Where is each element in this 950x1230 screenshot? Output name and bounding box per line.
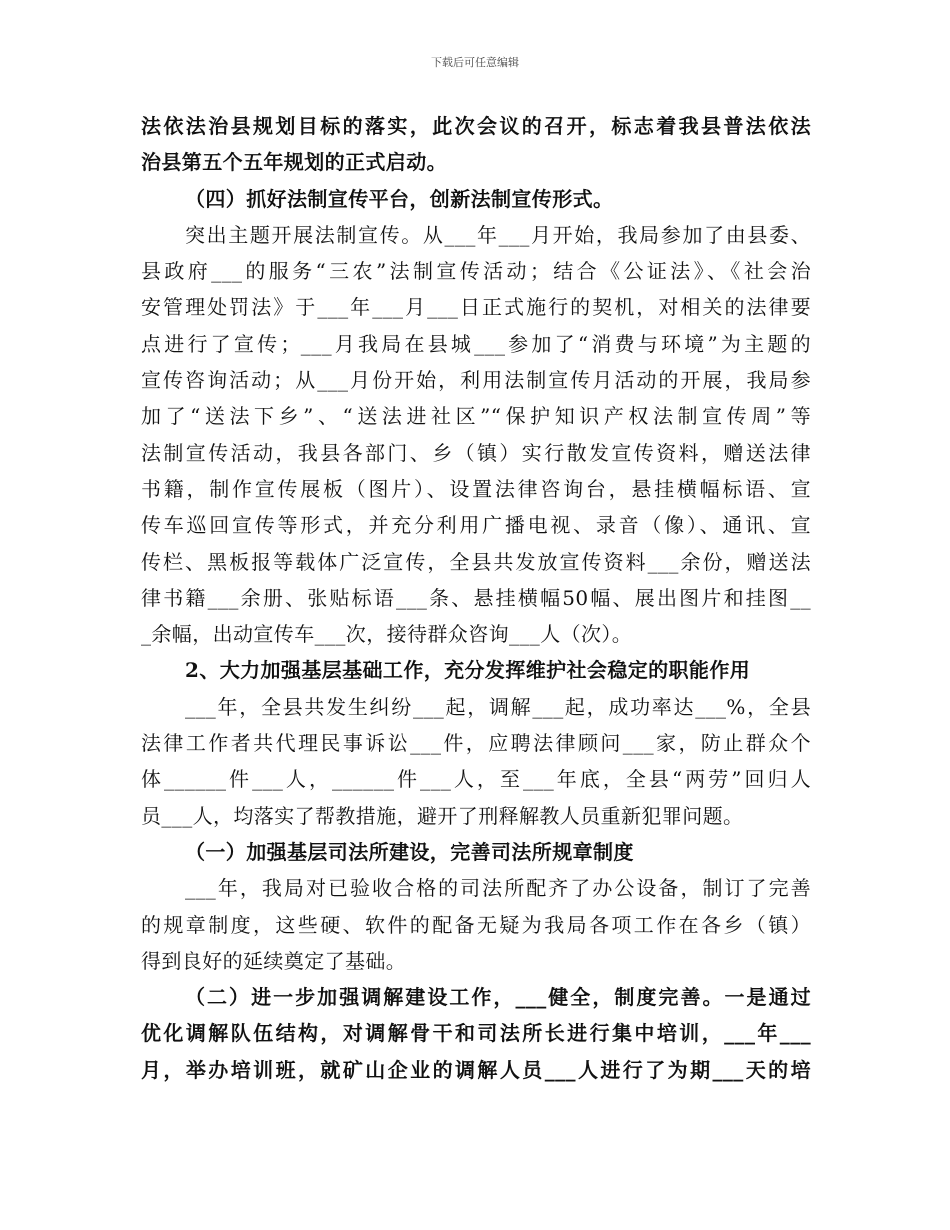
page-header: 下载后可任意编辑	[431, 56, 519, 69]
paragraph-line: 的规章制度，这些硬、软件的配备无疑为我局各项工作在各乡（镇）	[141, 912, 811, 937]
paragraph-line: 得到良好的延续奠定了基础。	[141, 948, 407, 973]
paragraph-line: 员___人，均落实了帮教措施，避开了刑释解教人员重新犯罪问题。	[141, 803, 744, 828]
paragraph-line: 宣传咨询活动；从___月份开始，利用法制宣传月活动的开展，我局参	[141, 368, 811, 393]
paragraph-line: 书籍，制作宣传展板（图片）、设置法律咨询台，悬挂横幅标语、宣	[141, 476, 811, 501]
paragraph-line: 法制宣传活动，我县各部门、乡（镇）实行散发宣传资料，赠送法律	[141, 440, 811, 465]
section-heading: 2、大力加强基层基础工作，充分发挥维护社会稳定的职能作用	[185, 658, 751, 683]
paragraph-line: 突出主题开展法制宣传。从___年___月开始，我局参加了由县委、	[185, 222, 811, 247]
paragraph-line: 月，举办培训班，就矿山企业的调解人员___人进行了为期___天的培	[141, 1057, 811, 1082]
paragraph-line: ___年，我局对已验收合格的司法所配齐了办公设备，制订了完善	[185, 876, 811, 901]
paragraph-line: 加了“送法下乡”、“送法进社区”“保护知识产权法制宣传周”等	[141, 404, 811, 429]
section-heading: （二）进一步加强调解建设工作，___健全，制度完善。一是通过	[185, 985, 811, 1010]
paragraph-line: 体______件___人，______件___人，至___年底，全县“两劳”回归人	[141, 767, 811, 792]
paragraph-line: 传栏、黑板报等载体广泛宣传，全县共发放宣传资料___余份，赠送法	[141, 549, 811, 574]
paragraph-line: 安管理处罚法》于___年___月___日正式施行的契机，对相关的法律要	[141, 295, 811, 320]
paragraph-line: 治县第五个五年规划的正式启动。	[141, 150, 447, 175]
paragraph-line: 点进行了宣传；___月我局在县城___参加了“消费与环境”为主题的	[141, 331, 811, 356]
paragraph-line: 法依法治县规划目标的落实，此次会议的召开，标志着我县普法依法	[141, 114, 811, 138]
paragraph-line: 律书籍___余册、张贴标语___条、悬挂横幅50幅、展出图片和挂图__	[141, 585, 811, 610]
section-heading: （一）加强基层司法所建设，完善司法所规章制度	[185, 839, 634, 864]
section-heading: （四）抓好法制宣传平台，创新法制宣传形式。	[185, 186, 614, 211]
paragraph-line: 传车巡回宣传等形式，并充分利用广播电视、录音（像）、通讯、宣	[141, 513, 811, 538]
paragraph-line: 优化调解队伍结构，对调解骨干和司法所长进行集中培训，___年___	[141, 1021, 811, 1046]
document-body	[141, 108, 811, 1088]
paragraph-line: ___年，全县共发生纠纷___起，调解___起，成功率达___%，全县	[185, 694, 811, 719]
paragraph-line: 县政府___的服务“三农”法制宣传活动；结合《公证法》、《社会治	[141, 259, 811, 284]
paragraph-line: _余幅，出动宣传车___次，接待群众咨询___人（次）。	[141, 622, 633, 647]
paragraph-line: 法律工作者共代理民事诉讼___件，应聘法律顾问___家，防止群众个	[141, 731, 811, 756]
